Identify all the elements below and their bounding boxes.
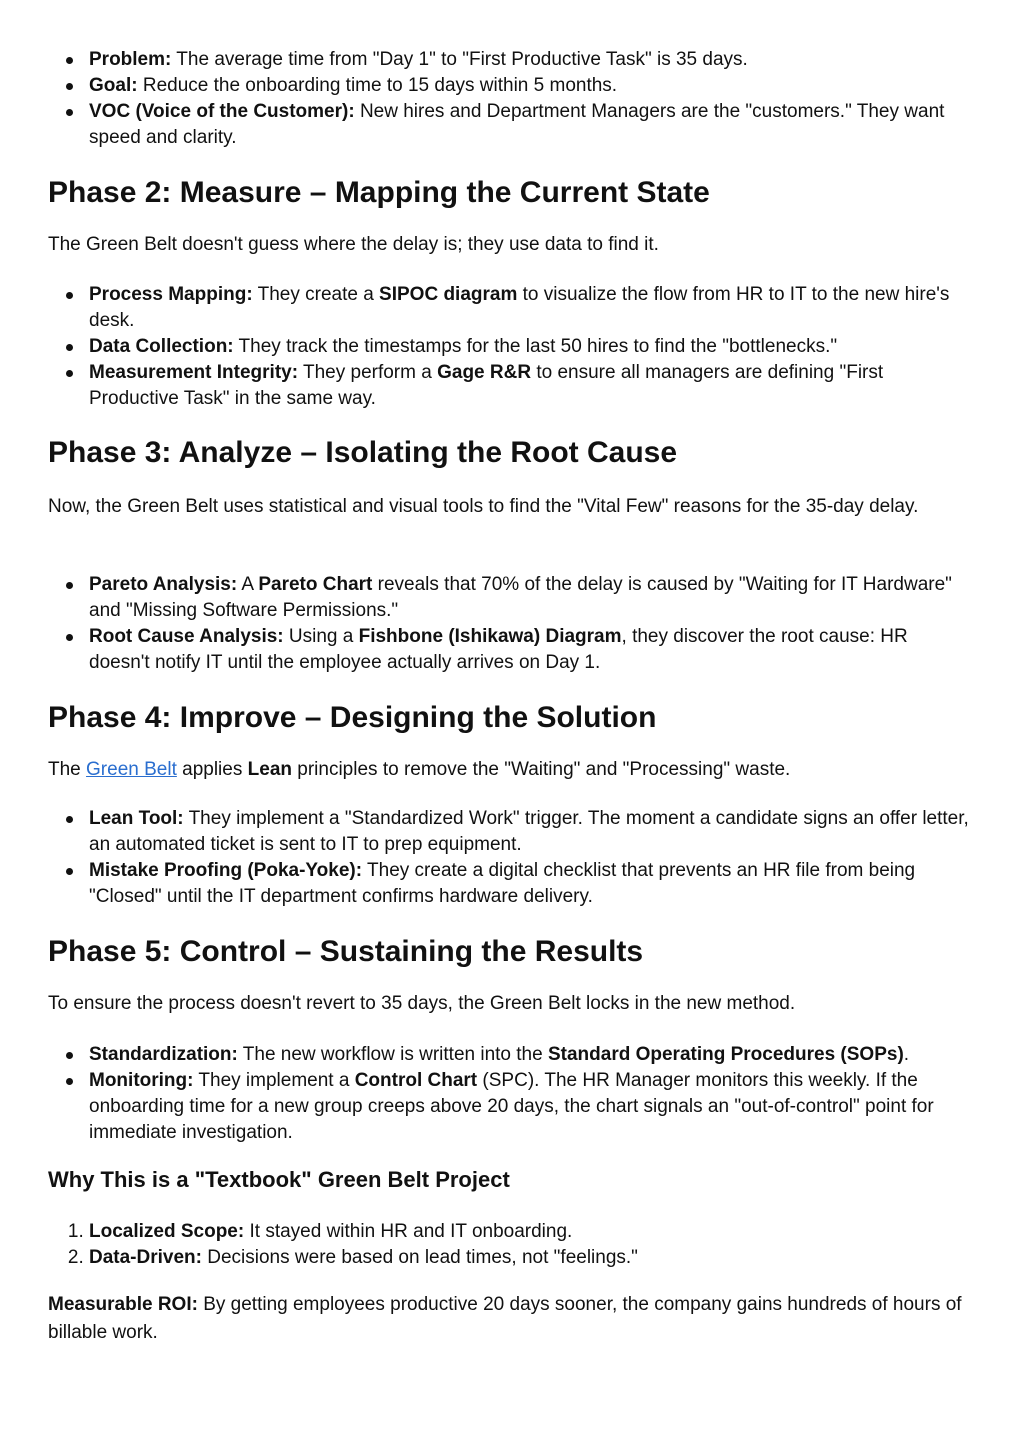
item-text: reveals that 70% of the delay is caused by "Waiting for IT Hardware" and "Missing Software Permissions." [89,574,952,621]
item-label: Problem: [89,49,172,70]
intro-text: applies [176,759,248,780]
intro-section [48,47,972,151]
green-belt-link[interactable]: Green Belt [86,759,177,780]
item-label: Standardization: [89,1044,238,1065]
list-item [89,73,972,99]
item-text: A [237,574,259,595]
item-text: (SPC). The HR Manager monitors this weekly. If the onboarding time for a new group creeps above 20 days, the chart signals an "out-of-control" point for immediate investigation. [89,1070,934,1143]
list-item [89,360,972,412]
roi-text: By getting employees productive 20 days sooner, the company gains hundreds of hours of billable work. [48,1294,962,1343]
item-bold: Standard Operating Procedures (SOPs) [547,1044,904,1065]
item-bold: Fishbone (Ishikawa) Diagram [358,626,622,647]
item-bold: Pareto Chart [258,574,373,595]
item-text: They implement a "Standardized Work" trigger. The moment a candidate signs an offer letter, an automated ticket is sent to IT to prep equipment. [89,808,969,855]
phase2-list-section [48,282,972,412]
item-text: Using a [283,626,359,647]
list-item [89,806,972,858]
item-text: They track the timestamps for the last 50 hires to find the "bottlenecks." [233,336,838,357]
item-label: Mistake Proofing (Poka-Yoke): [89,860,363,881]
item-label: Root Cause Analysis: [89,626,284,647]
item-text: The average time from "Day 1" to "First Productive Task" is 35 days. [171,49,748,70]
list-item [89,1219,972,1245]
list-item [89,1245,972,1271]
item-label: VOC (Voice of the Customer): [89,101,355,122]
item-text: to ensure all managers are defining "First Productive Task" in the same way. [89,362,884,409]
item-text: Reduce the onboarding time to 15 days within 5 months. [137,75,618,96]
item-label: Process Mapping: [89,284,253,305]
item-label: Measurement Integrity: [89,362,299,383]
item-text: Decisions were based on lead times, not "feelings." [201,1247,638,1268]
list-item [89,47,972,73]
item-text: The new workflow is written into the [237,1044,548,1065]
item-label: Monitoring: [89,1070,194,1091]
item-label: Localized Scope: [89,1221,245,1242]
item-label: Data Collection: [89,336,234,357]
intro-text: principles to remove the "Waiting" and "Processing" waste. [292,759,791,780]
phase5-heading: Phase 5: Control – Sustaining the Results [48,935,644,968]
list-item [89,282,972,334]
item-label: Data-Driven: [89,1247,202,1268]
roi-paragraph [48,1291,972,1347]
why-heading: Why This is a "Textbook" Green Belt Project [48,1167,510,1192]
list-item [89,1068,972,1146]
list-item [89,572,972,624]
intro-bold: Lean [247,759,292,780]
phase5-list [48,1042,972,1146]
why-list-section [48,1219,972,1271]
why-list [48,1219,972,1271]
item-text: They create a [252,284,380,305]
item-bold: Gage R&R [437,362,532,383]
item-text: to visualize the flow from HR to IT to the new hire's desk. [89,284,950,331]
item-text: They implement a [193,1070,355,1091]
phase3-intro: Now, the Green Belt uses statistical and visual tools to find the "Vital Few" reasons for the 35-day delay. [48,496,919,517]
list-item [89,858,972,910]
list-item [89,1042,972,1068]
phase4-intro [48,756,972,784]
phase4-list-section [48,806,972,910]
roi-label: Measurable ROI: [48,1294,198,1315]
phase3-list [48,572,972,676]
phase4-heading: Phase 4: Improve – Designing the Solution [48,701,657,734]
item-text: They create a digital checklist that prevents an HR file from being "Closed" until the IT department confirms hardware delivery. [89,860,916,907]
phase3-list-section [48,572,972,676]
item-text: . [903,1044,910,1065]
item-label: Goal: [89,75,138,96]
item-bold: Control Chart [354,1070,478,1091]
intro-list [48,47,972,151]
intro-text: The [48,759,87,780]
list-item [89,99,972,151]
item-text: They perform a [298,362,438,383]
item-bold: SIPOC diagram [379,284,518,305]
list-item [89,624,972,676]
item-text: New hires and Department Managers are the "customers." They want speed and clarity. [89,101,945,148]
item-text: , they discover the root cause: HR doesn't notify IT until the employee actually arrives on Day 1. [89,626,908,673]
phase2-intro: The Green Belt doesn't guess where the delay is; they use data to find it. [48,234,659,255]
phase3-heading: Phase 3: Analyze – Isolating the Root Cause [48,436,678,469]
list-item [89,334,972,360]
phase5-list-section [48,1042,972,1146]
phase5-intro: To ensure the process doesn't revert to 35 days, the Green Belt locks in the new method. [48,993,796,1014]
item-text: It stayed within HR and IT onboarding. [244,1221,573,1242]
phase2-list [48,282,972,412]
item-label: Lean Tool: [89,808,184,829]
item-label: Pareto Analysis: [89,574,238,595]
phase4-list [48,806,972,910]
phase2-heading: Phase 2: Measure – Mapping the Current State [48,176,710,209]
